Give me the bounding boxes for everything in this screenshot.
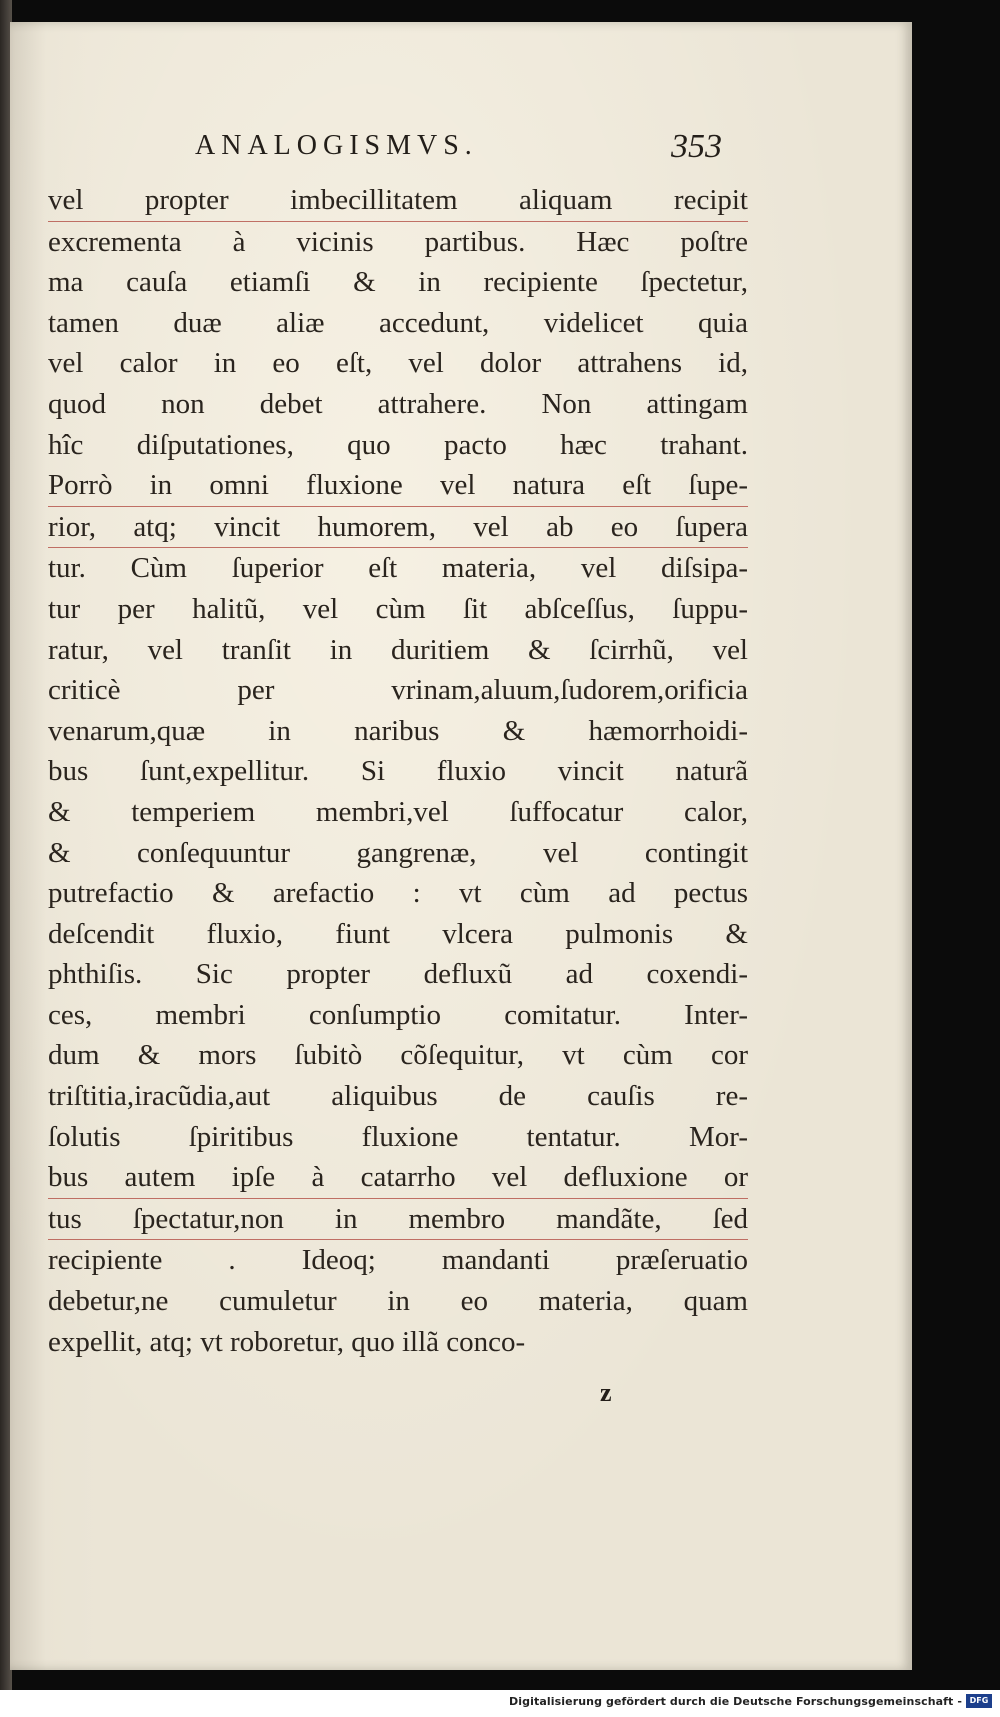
text-line: bus autem ipſe à catarrho vel defluxione or: [48, 1157, 748, 1199]
footer-bar: [0, 1690, 1000, 1717]
book-page: [10, 22, 912, 1670]
page-number: 353: [671, 128, 722, 165]
text-line: ma cauſa etiamſi & in recipiente ſpectetur,: [48, 266, 748, 299]
text-line: recipiente . Ideoq; mandanti præſeruatio: [48, 1244, 748, 1277]
text-line: rior, atq; vincit humorem, vel ab eo ſupera: [48, 507, 748, 549]
funding-credit: Digitalisierung gefördert durch die Deutsche Forschungsgemeinschaft -: [509, 1695, 962, 1708]
text-line: debetur,ne cumuletur in eo materia, quam: [48, 1285, 748, 1318]
text-line: vel propter imbecillitatem aliquam recipit: [48, 180, 748, 222]
text-line: deſcendit fluxio, fiunt vlcera pulmonis &: [48, 917, 748, 950]
text-line: putrefactio & arefactio : vt cùm ad pectus: [48, 877, 748, 910]
dfg-logo: DFG: [966, 1694, 992, 1708]
text-line: tur per halitũ, vel cùm ſit abſceſſus, ſuppu-: [48, 592, 748, 625]
text-line: venarum,quæ in naribus & hæmorrhoidi-: [48, 714, 748, 747]
text-line: ces, membri conſumptio comitatur. Inter-: [48, 998, 748, 1031]
text-line: ſolutis ſpiritibus fluxione tentatur. Mor-: [48, 1120, 748, 1153]
text-line: triſtitia,iracũdia,aut aliquibus de cauſis re-: [48, 1080, 748, 1113]
text-line: criticè per vrinam,aluum,ſudorem,orificia: [48, 674, 748, 707]
text-line: vel calor in eo eſt, vel dolor attrahens id,: [48, 347, 748, 380]
text-line: tur. Cùm ſuperior eſt materia, vel diſsipa-: [48, 552, 748, 585]
signature-mark: z: [600, 1378, 612, 1407]
body-text: [48, 180, 748, 1362]
text-line: ratur, vel tranſit in duritiem & ſcirrhũ, vel: [48, 633, 748, 666]
text-line: tamen duæ aliæ accedunt, videlicet quia: [48, 306, 748, 339]
text-line: quod non debet attrahere. Non attingam: [48, 387, 748, 420]
text-line: phthiſis. Sic propter defluxũ ad coxendi-: [48, 958, 748, 991]
running-head-title: ANALOGISMVS.: [195, 130, 478, 161]
running-head: [185, 130, 745, 174]
text-line: & conſequuntur gangrenæ, vel contingit: [48, 836, 748, 869]
text-line: excrementa à vicinis partibus. Hæc poſtre: [48, 225, 748, 258]
text-line: dum & mors ſubitò cõſequitur, vt cùm cor: [48, 1039, 748, 1072]
text-line: tus ſpectatur,non in membro mandãte, ſed: [48, 1199, 748, 1241]
text-line: bus ſunt,expellitur. Si fluxio vincit naturã: [48, 755, 748, 788]
text-line: Porrò in omni fluxione vel natura eſt ſupe-: [48, 465, 748, 507]
text-line: & temperiem membri,vel ſuffocatur calor,: [48, 795, 748, 828]
text-line: expellit, atq; vt roboretur, quo illã conco-: [48, 1325, 526, 1358]
text-line: hîc diſputationes, quo pacto hæc trahant.: [48, 428, 748, 461]
